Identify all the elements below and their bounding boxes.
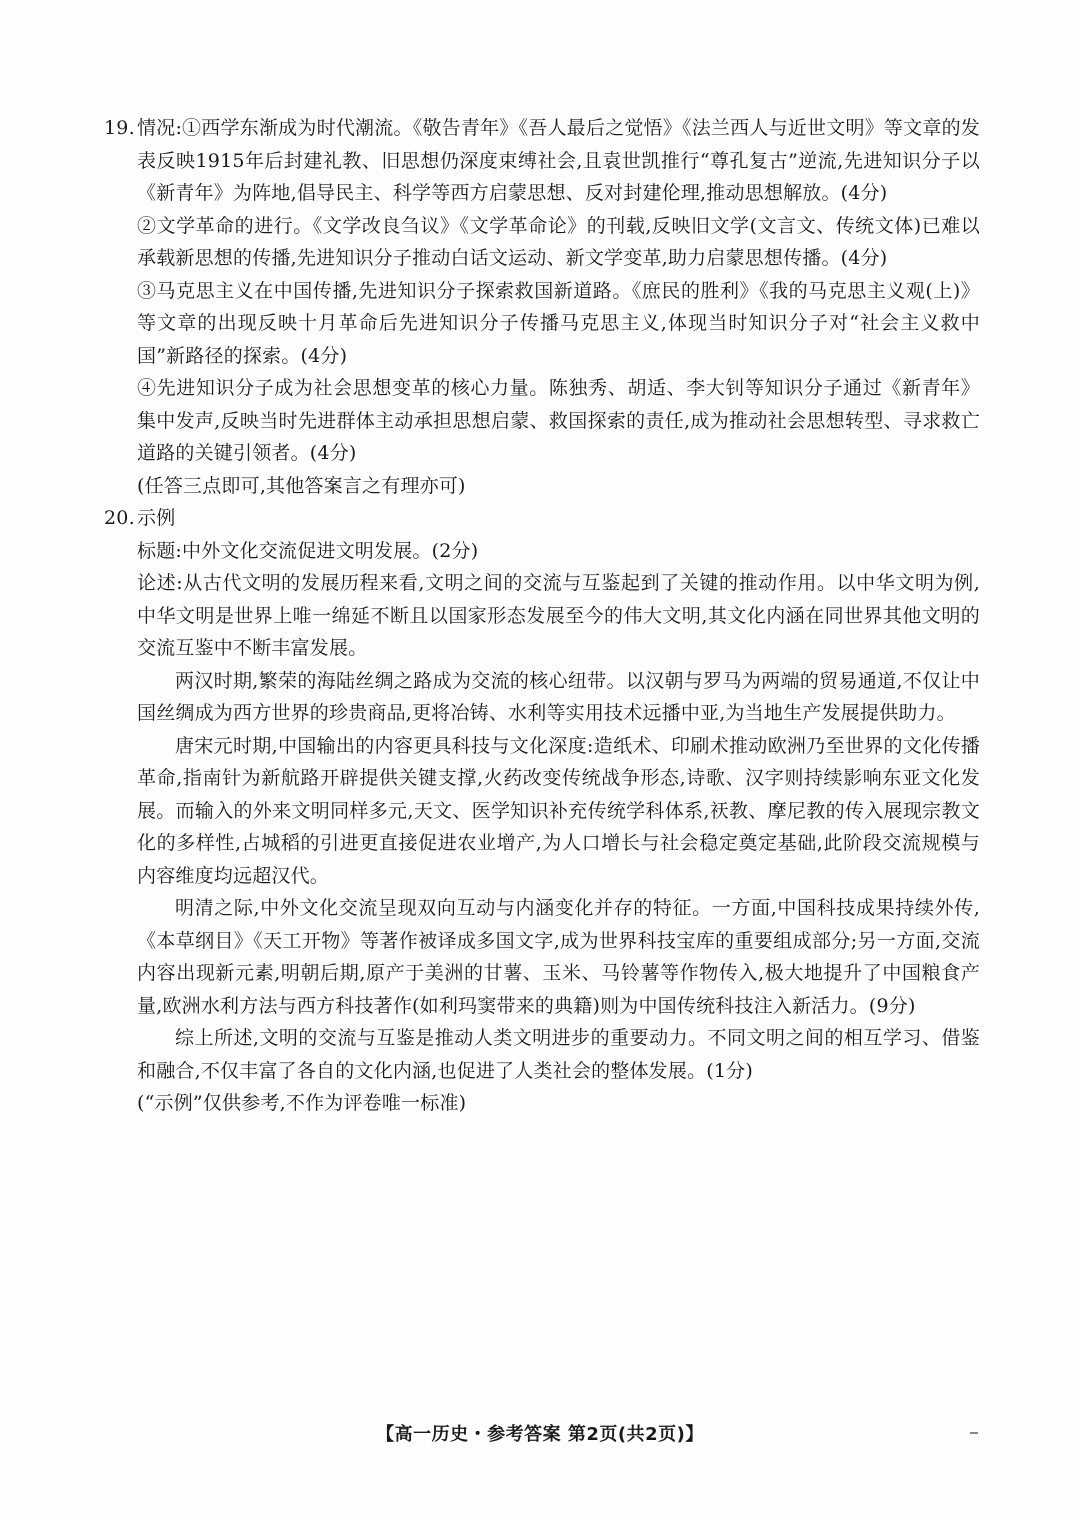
essay-paragraph: 唐宋元时期,中国输出的内容更具科技与文化深度:造纸术、印刷术推动欧洲乃至世界的文化传播革命,指南针为新航路开辟提供关键支撑,火药改变传统战争形态,诗歌、汉字则持续影响东亚文化发展。而输入的外来文明同样多元,天文、医学知识补充传统学科体系,祆教、摩尼教的传入展现宗教文化的多样性,占城稻的引进更直接促进农业增产,为人口增长与社会稳定奠定基础,此阶段交流规模与内容维度均远超汉代。 [137,734,980,887]
question-19 [104,112,980,502]
page-footer: 【高一历史・参考答案 第2页(共2页)】 [376,1424,704,1445]
grading-note: (“示例”仅供参考,不作为评卷唯一标准) [137,1092,467,1114]
scan-mark [970,1432,978,1434]
grading-note: (任答三点即可,其他答案言之有理亦可) [137,474,466,497]
essay-paragraph: 两汉时期,繁荣的海陆丝绸之路成为交流的核心纽带。以汉朝与罗马为两端的贸易通道,不仅让中国丝绸成为西方世界的珍贵商品,更将冶铸、水利等实用技术远播中亚,为当地生产发展提供助力。 [137,669,980,724]
answer-content [104,112,980,1120]
answer-paragraph: ③马克思主义在中国传播,先进知识分子探索救国新道路。《庶民的胜利》《我的马克思主义观(上)》等文章的出现反映十月革命后先进知识分子传播马克思主义,体现当时知识分子对“社会主义救中国”新路径的探索。(4分) [137,279,980,367]
answer-paragraph: ④先进知识分子成为社会思想变革的核心力量。陈独秀、胡适、李大钊等知识分子通过《新青年》集中发声,反映当时先进群体主动承担思想启蒙、救国探索的责任,成为推动社会思想转型、寻求救亡道路的关键引领者。(4分) [137,377,980,464]
answer-paragraph: ②文学革命的进行。《文学改良刍议》《文学革命论》的刊载,反映旧文学(文言文、传统文体)已难以承载新思想的传播,先进知识分子推动白话文运动、新文学变革,助力启蒙思想传播。(4分) [137,214,980,269]
essay-paragraph: 论述:从古代文明的发展历程来看,文明之间的交流与互鉴起到了关键的推动作用。以中华文明为例,中华文明是世界上唯一绵延不断且以国家形态发展至今的伟大文明,其文化内涵在同世界其他文明的交流互鉴中不断丰富发展。 [137,572,980,659]
essay-paragraph: 明清之际,中外文化交流呈现双向互动与内涵变化并存的特征。一方面,中国科技成果持续外传,《本草纲目》《天工开物》等著作被译成多国文字,成为世界科技宝库的重要组成部分;另一方面,交流内容出现新元素,明朝后期,原产于美洲的甘薯、玉米、马铃薯等作物传入,极大地提升了中国粮食产量,欧洲水利方法与西方科技著作(如利玛窦带来的典籍)则为中国传统科技注入新活力。(9分) [137,897,980,1017]
essay-title: 标题:中外文化交流促进文明发展。(2分) [137,539,479,562]
question-20 [104,502,980,1120]
answer-paragraph: 情况:①西学东渐成为时代潮流。《敬告青年》《吾人最后之觉悟》《法兰西人与近世文明》等文章的发表反映1915年后封建礼教、旧思想仍深度束缚社会,且袁世凯推行“尊孔复古”逆流,先进知识分子以《新青年》为阵地,倡导民主、科学等西方启蒙思想、反对封建伦理,推动思想解放。(4分) [137,117,980,204]
essay-paragraph: 综上所述,文明的交流与互鉴是推动人类文明进步的重要动力。不同文明之间的相互学习、借鉴和融合,不仅丰富了各自的文化内涵,也促进了人类社会的整体发展。(1分) [137,1027,980,1082]
question-number: 19. [104,117,135,139]
question-number: 20. [104,507,135,529]
example-label: 示例 [137,507,176,529]
